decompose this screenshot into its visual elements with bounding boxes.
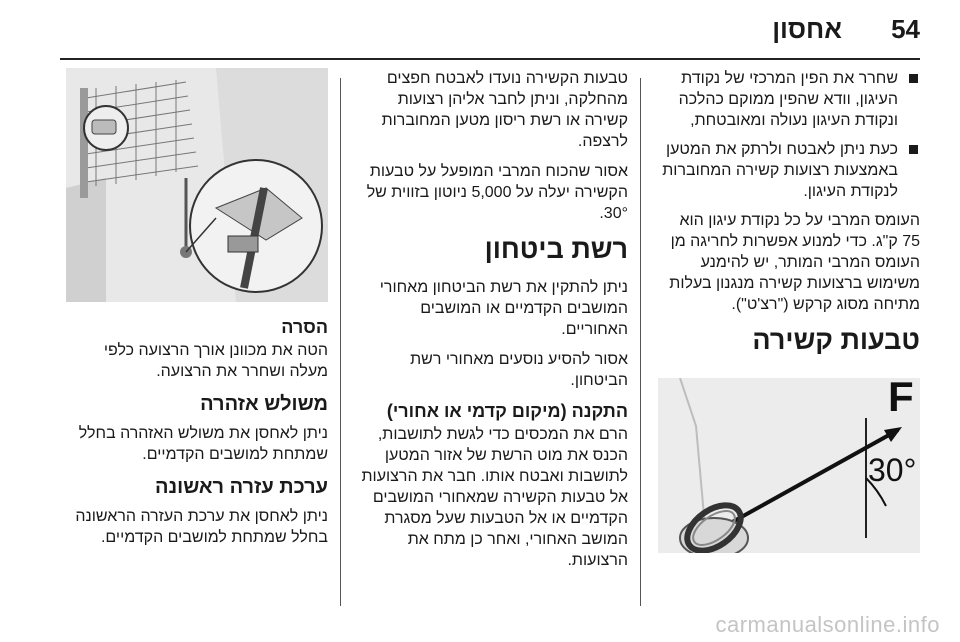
bullet-square-icon bbox=[909, 145, 918, 154]
bullet-text: שחרר את הפין המרכזי של נקודת העיגון, וודא שהפין ממוקם כהלכה ונקודת העיגון נעולה ומאובטחת, bbox=[678, 70, 898, 129]
tie-down-paragraph: טבעות הקשירה נועדו לאבטח חפצים מהחלקה, וניתן לחבר אליהן רצועות קשירה או רשת ריסון מטען המחוברות לרצפה. bbox=[381, 70, 628, 150]
column-middle bbox=[352, 68, 628, 580]
page-title: אחסון bbox=[772, 14, 842, 44]
safety-net-paragraph: ניתן להתקין את רשת הביטחון מאחורי המושבים הקדמיים או המושבים האחוריים. bbox=[379, 279, 628, 338]
load-limit-paragraph: העומס המרבי על כל נקודת עיגון הוא 75 ק"ג. כדי למנוע אפשרות לחריגה מן העומס המרבי המותר, יש להימנע משימוש ברצועות קשירה מנגנון בעלות מתיחה מסוג קרקש ("רצ'ט"). bbox=[669, 212, 920, 313]
safety-net-illustration bbox=[66, 68, 328, 302]
first-aid-kit-text: ניתן לאחסן את ערכת העזרה הראשונה בחלל שמתחת למושבים הקדמיים. bbox=[75, 508, 328, 546]
section-title-first-aid-kit: ערכת עזרה ראשונה bbox=[155, 476, 328, 498]
section-title-tie-down-rings: טבעות קשירה bbox=[752, 325, 920, 355]
page-header bbox=[0, 0, 960, 60]
angle-label: 30° bbox=[868, 452, 917, 488]
install-title: התקנה (מיקום קדמי או אחורי) bbox=[386, 401, 628, 421]
page-number: 54 bbox=[891, 14, 920, 44]
column-divider-right bbox=[640, 78, 641, 606]
warning-triangle-text: ניתן לאחסן את משולש האזהרה בחלל שמתחת למושבים הקדמיים. bbox=[78, 425, 328, 463]
bullet-square-icon bbox=[909, 74, 918, 83]
column-divider-left bbox=[340, 78, 341, 606]
section-title-warning-triangle: משולש אזהרה bbox=[200, 393, 328, 415]
column-left bbox=[66, 68, 328, 557]
watermark: carmanualsonline.info bbox=[715, 612, 940, 637]
tie-down-ring-illustration bbox=[658, 378, 920, 553]
column-right bbox=[660, 68, 920, 553]
header-rule bbox=[60, 58, 920, 60]
bullet-text: כעת ניתן לאבטח ולרתק את המטען באמצעות רצועות קשירה המחוברות לנקודת העיגון. bbox=[662, 141, 898, 200]
install-text: הרם את המכסים כדי לגשת לתושבות, הכנס את מוט הרשת של אזור המטען לתושבות ואבטח אותו. חבר את הרצועות אל טבעות הקשירה שמאחורי המושבים הקדמיים או אל הטבעות שעל מסגרת המושב האחורי, ואחר כן מתח את הרצועות. bbox=[361, 426, 628, 569]
removal-text: הטה את מכוונן אורך הרצועה כלפי מעלה ושחרר את הרצועה. bbox=[103, 342, 328, 380]
section-title-safety-net: רשת ביטחון bbox=[484, 234, 628, 264]
safety-net-drawing bbox=[66, 68, 328, 302]
removal-title: הסרה bbox=[281, 317, 328, 337]
force-label: F bbox=[888, 378, 914, 420]
bullet-item bbox=[660, 139, 920, 202]
safety-net-warning: אסור להסיע נוסעים מאחורי רשת הביטחון. bbox=[410, 351, 628, 389]
force-limit-paragraph: אסור שהכוח המרבי המופעל על טבעות הקשירה יעלה על 5,000 ניוטון בזווית של 30°. bbox=[366, 163, 628, 222]
bullet-item bbox=[660, 68, 920, 131]
